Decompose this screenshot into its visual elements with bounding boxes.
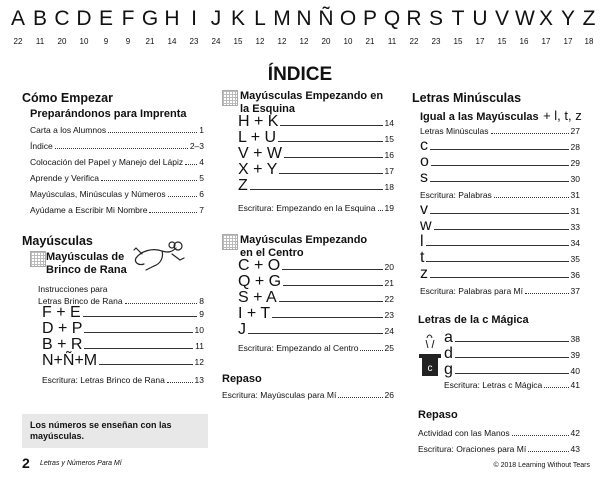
leader-line: [455, 346, 569, 358]
alphabet-col: [339, 8, 357, 47]
alphabet-col: [559, 8, 577, 47]
subsection-heading: Preparándonos para Imprenta: [30, 108, 187, 120]
alphabet-number: 15: [453, 37, 463, 46]
toc-entry-label: Índice: [30, 141, 53, 151]
toc-entry[interactable]: [238, 177, 394, 195]
leader-line: [279, 290, 383, 302]
leader-dots: [512, 427, 569, 436]
alphabet-number: 20: [57, 37, 67, 46]
toc-entry-page: 35: [570, 254, 580, 264]
alphabet-col: [427, 8, 445, 47]
subsection-heading: Brinco de Rana: [46, 264, 127, 276]
toc-entry-label: w: [420, 217, 432, 234]
alphabet-col: [405, 8, 423, 47]
alphabet-col: [9, 8, 27, 47]
alphabet-letter: C: [54, 7, 70, 30]
alphabet-number: 22: [13, 37, 23, 46]
subsection-heading: Mayúsculas de: [46, 251, 125, 263]
toc-entry[interactable]: [420, 125, 580, 137]
toc-entry-label: g: [444, 361, 453, 378]
leader-line: [455, 362, 569, 374]
toc-entry[interactable]: [238, 342, 394, 354]
toc-entry-label: D + P: [42, 320, 83, 337]
alphabet-number: 9: [103, 37, 109, 46]
grid-icon: [30, 251, 46, 267]
alphabet-number: 21: [145, 37, 155, 46]
leader-dots: [491, 125, 569, 134]
toc-entry-page: 11: [195, 341, 204, 351]
grid-icon: [222, 90, 238, 106]
toc-entry[interactable]: [30, 156, 204, 168]
toc-entry-label: Letras Brinco de Rana: [38, 296, 123, 306]
toc-entry-page: 9: [199, 309, 204, 319]
subsection-heading: Repaso: [222, 373, 262, 385]
leader-line: [84, 321, 192, 333]
toc-entry[interactable]: [30, 188, 204, 200]
alphabet-number: 23: [431, 37, 441, 46]
leader-dots: [525, 285, 569, 294]
toc-entry[interactable]: [420, 169, 580, 187]
toc-entry-label: Colocación del Papel y Manejo del Lápiz: [30, 157, 184, 167]
alphabet-number: 22: [409, 37, 419, 46]
subsection-heading: Igual a las Mayúsculas: [420, 111, 539, 123]
toc-entry-page: 37: [570, 286, 580, 296]
hat-letter: c: [427, 363, 433, 374]
alphabet-col: [119, 8, 137, 47]
alphabet-number: 14: [167, 37, 177, 46]
alphabet-col: [207, 8, 225, 47]
leader-line: [430, 138, 569, 150]
alphabet-letter: D: [76, 7, 92, 30]
toc-entry-label: Escritura: Palabras para Mí: [420, 286, 523, 296]
toc-entry[interactable]: [420, 265, 580, 283]
alphabet-letter: F: [121, 7, 135, 30]
toc-entry-label: o: [420, 153, 429, 170]
alphabet-letter: S: [428, 7, 443, 30]
leader-line: [278, 130, 382, 142]
alphabet-number: 18: [584, 37, 594, 46]
toc-entry[interactable]: [444, 379, 580, 391]
toc-entry-page: 33: [570, 222, 580, 232]
toc-entry-label: Actividad con las Manos: [418, 428, 510, 438]
alphabet-number: 12: [299, 37, 309, 46]
toc-entry-label: Q + G: [238, 273, 282, 290]
toc-entry-page: 20: [384, 262, 394, 272]
alphabet-col: [75, 8, 93, 47]
section-heading: Cómo Empezar: [22, 91, 113, 105]
toc-entry-page: 14: [384, 118, 394, 128]
toc-entry-page: 41: [570, 380, 580, 390]
alphabet-number: 10: [343, 37, 353, 46]
alphabet-col: [580, 8, 598, 47]
toc-entry-page: 27: [570, 126, 580, 136]
subsection-heading-line: [420, 107, 582, 125]
leader-line: [279, 162, 382, 174]
toc-entry-page: 18: [384, 182, 394, 192]
toc-entry[interactable]: [418, 443, 580, 455]
toc-entry-label: Letras Minúsculas: [420, 126, 489, 136]
toc-entry-page: 25: [384, 343, 394, 353]
toc-entry-page: 24: [384, 326, 394, 336]
leader-dots: [149, 204, 197, 213]
toc-entry-label: d: [444, 345, 453, 362]
alphabet-col: [97, 8, 115, 47]
alphabet-letter: Ñ: [318, 7, 334, 30]
copyright: © 2018 Learning Without Tears: [493, 462, 590, 469]
subsection-heading: la Esquina: [240, 103, 296, 115]
toc-entry-page: 29: [570, 158, 580, 168]
toc-entry-page: 28: [570, 142, 580, 152]
alphabet-number: 24: [211, 37, 221, 46]
alphabet-col: [229, 8, 247, 47]
leader-dots: [338, 389, 382, 398]
toc-entry-page: 13: [194, 375, 204, 385]
toc-entry-label: F + E: [42, 304, 81, 321]
leader-line: [250, 178, 383, 190]
toc-entry-label: S + A: [238, 289, 277, 306]
toc-entry-page: 7: [199, 205, 204, 215]
alphabet-col: [273, 8, 291, 47]
leader-line: [434, 218, 569, 230]
alphabet-letter: O: [339, 7, 357, 30]
toc-entry-label: s: [420, 169, 428, 186]
alphabet-letter: X: [538, 7, 553, 30]
alphabet-col: [537, 8, 555, 47]
leader-line: [283, 274, 382, 286]
alphabet-number: 17: [541, 37, 551, 46]
alphabet-letter: J: [210, 7, 222, 30]
toc-entry-page: 31: [570, 206, 580, 216]
toc-entry-label: Aprende y Verifica: [30, 173, 99, 183]
alphabet-letter: L: [254, 7, 266, 30]
alphabet-letter: V: [494, 7, 509, 30]
toc-entry-label: Escritura: Letras c Mágica: [444, 380, 543, 390]
alphabet-letter: M: [273, 7, 291, 30]
alphabet-col: [317, 8, 335, 47]
grid-icon: [222, 234, 238, 250]
alphabet-number: 12: [277, 37, 287, 46]
alphabet-letter: E: [98, 7, 113, 30]
toc-entry-page: 42: [570, 428, 580, 438]
alphabet-col: [515, 8, 533, 47]
alphabet-col: [383, 8, 401, 47]
alphabet-letter: N: [296, 7, 312, 30]
subsection-heading: en el Centro: [240, 247, 304, 259]
leader-line: [431, 154, 569, 166]
toc-entry-label: t: [420, 249, 425, 266]
alphabet-col: [493, 8, 511, 47]
toc-entry-label: Z: [238, 177, 248, 194]
leader-line: [430, 266, 569, 278]
leader-line: [280, 114, 382, 126]
alphabet-col: [31, 8, 49, 47]
leader-dots: [528, 443, 568, 452]
alphabet-letter: Y: [560, 7, 575, 30]
toc-entry-label: a: [444, 329, 453, 346]
alphabet-number: 15: [233, 37, 243, 46]
alphabet-letter: R: [406, 7, 422, 30]
toc-entry-page: 23: [384, 310, 394, 320]
alphabet-number: 9: [125, 37, 131, 46]
toc-entry[interactable]: [30, 124, 204, 136]
toc-entry-page: 43: [570, 444, 580, 454]
alphabet-strip: [0, 8, 600, 58]
toc-entry-label: I + T: [238, 305, 271, 322]
leader-dots: [108, 124, 197, 133]
subsection-heading: Repaso: [418, 409, 458, 421]
note-box: Los números se enseñan con las mayúsculas.: [22, 414, 208, 448]
alphabet-col: [471, 8, 489, 47]
toc-entry-page: 38: [570, 334, 580, 344]
toc-entry-label: Escritura: Empezando al Centro: [238, 343, 359, 353]
alphabet-letter: Z: [582, 7, 596, 30]
leader-dots: [55, 140, 188, 149]
toc-entry-page: 10: [194, 325, 204, 335]
toc-entry-page: 16: [384, 150, 394, 160]
toc-entry-page: 2–3: [189, 141, 204, 151]
alphabet-letter: Q: [383, 7, 401, 30]
toc-entry-label: Escritura: Oraciones para Mí: [418, 444, 527, 454]
leader-dots: [494, 189, 569, 198]
leader-line: [282, 258, 382, 270]
toc-entry-page: 1: [199, 125, 204, 135]
toc-entry-label: B + R: [42, 336, 83, 353]
alphabet-col: [361, 8, 379, 47]
toc-entry[interactable]: [222, 389, 394, 401]
leader-line: [83, 305, 198, 317]
leader-dots: [125, 295, 198, 304]
toc-entry-page: 34: [570, 238, 580, 248]
toc-entry-label: H + K: [238, 113, 279, 130]
leader-dots: [101, 172, 197, 181]
alphabet-col: [185, 8, 203, 47]
alphabet-letter: H: [164, 7, 180, 30]
toc-entry[interactable]: [420, 189, 580, 201]
alphabet-letter: I: [191, 7, 197, 30]
toc-entry-label: Mayúsculas, Minúsculas y Números: [30, 189, 166, 199]
toc-entry-label: N+Ñ+M: [42, 352, 98, 369]
alphabet-col: [295, 8, 313, 47]
leader-line: [455, 330, 569, 342]
leader-line: [426, 250, 568, 262]
toc-entry-page: 22: [384, 294, 394, 304]
toc-entry-label: Carta a los Alumnos: [30, 125, 107, 135]
toc-entry[interactable]: [30, 172, 204, 184]
toc-entry-page: 5: [199, 173, 204, 183]
leader-dots: [378, 202, 383, 211]
alphabet-col: [163, 8, 181, 47]
alphabet-number: 15: [497, 37, 507, 46]
toc-entry-label: l: [420, 233, 424, 250]
toc-entry-label: v: [420, 201, 428, 218]
alphabet-letter: P: [362, 7, 377, 30]
alphabet-number: 11: [387, 37, 397, 46]
subsection-heading: Letras de la c Mágica: [418, 314, 529, 326]
toc-entry[interactable]: [42, 352, 204, 370]
toc-entry-label: C + O: [238, 257, 281, 274]
toc-entry[interactable]: [30, 140, 204, 152]
section-heading: Letras Minúsculas: [412, 91, 522, 105]
toc-entry[interactable]: [418, 427, 580, 439]
toc-entry-page: 30: [570, 174, 580, 184]
leader-dots: [185, 156, 197, 165]
toc-entry-label: Escritura: Letras Brinco de Rana: [42, 375, 165, 385]
toc-entry[interactable]: [238, 202, 394, 214]
toc-entry-page: 19: [384, 203, 394, 213]
frog-icon: [132, 236, 186, 272]
alphabet-letter: W: [515, 7, 535, 30]
alphabet-col: [53, 8, 71, 47]
alphabet-number: 23: [189, 37, 199, 46]
leader-line: [284, 146, 383, 158]
leader-line: [99, 353, 192, 365]
toc-entry-label: Instrucciones para: [38, 284, 108, 294]
leader-line: [248, 322, 383, 334]
leader-dots: [167, 374, 193, 383]
alphabet-col: [141, 8, 159, 47]
book-title: Letras y Números Para Mí: [40, 460, 122, 467]
alphabet-number: 16: [519, 37, 529, 46]
section-heading: Mayúsculas: [22, 234, 93, 248]
leader-line: [430, 170, 569, 182]
leader-line: [426, 234, 569, 246]
toc-entry-label: z: [420, 265, 428, 282]
toc-entry[interactable]: [30, 204, 204, 216]
magic-hat-icon: [418, 334, 442, 380]
toc-entry-page: 21: [384, 278, 394, 288]
alphabet-letter: T: [451, 7, 465, 30]
toc-entry-label: X + Y: [238, 161, 278, 178]
leader-line: [430, 202, 569, 214]
toc-entry-page: 26: [384, 390, 394, 400]
leader-dots: [168, 188, 198, 197]
alphabet-number: 20: [321, 37, 331, 46]
alphabet-letter: G: [141, 7, 159, 30]
toc-entry-page: 31: [570, 190, 580, 200]
alphabet-number: 21: [365, 37, 375, 46]
leader-line: [272, 306, 382, 318]
subsection-heading: Mayúsculas Empezando: [240, 234, 368, 246]
toc-entry-label: J: [238, 321, 246, 338]
toc-entry-page: 39: [570, 350, 580, 360]
alphabet-letter: A: [10, 7, 25, 30]
toc-entry-label: Ayúdame a Escribir Mi Nombre: [30, 205, 148, 215]
leader-dots: [544, 379, 568, 388]
subsection-glyphs: + l, t, z: [543, 108, 582, 123]
toc-entry-page: 4: [199, 157, 204, 167]
alphabet-number: 17: [475, 37, 485, 46]
page-number: 2: [22, 455, 30, 471]
toc-entry[interactable]: [444, 361, 580, 379]
toc-entry-label: V + W: [238, 145, 283, 162]
page-title: ÍNDICE: [267, 64, 333, 85]
toc-entry-label: Escritura: Mayúsculas para Mí: [222, 390, 337, 400]
alphabet-number: 10: [79, 37, 89, 46]
toc-entry-page: 6: [199, 189, 204, 199]
toc-entry[interactable]: [42, 374, 204, 386]
toc-entry[interactable]: [238, 321, 394, 339]
alphabet-letter: B: [32, 7, 47, 30]
toc-entry-page: 17: [384, 166, 394, 176]
alphabet-number: 17: [563, 37, 573, 46]
alphabet-col: [449, 8, 467, 47]
toc-entry-page: 15: [384, 134, 394, 144]
toc-entry-page: 36: [570, 270, 580, 280]
toc-entry-page: 12: [194, 357, 204, 367]
alphabet-letter: U: [472, 7, 488, 30]
toc-entry-page: 8: [199, 296, 204, 306]
toc-entry-page: 40: [570, 366, 580, 376]
toc-entry-text: [38, 283, 204, 295]
alphabet-letter: K: [230, 7, 245, 30]
leader-dots: [360, 342, 382, 351]
subsection-heading: Mayúsculas Empezando en: [240, 90, 384, 102]
toc-entry-label: L + U: [238, 129, 277, 146]
toc-entry-label: Escritura: Palabras: [420, 190, 492, 200]
leader-line: [84, 337, 193, 349]
toc-entry-label: Escritura: Empezando en la Esquina: [238, 203, 376, 213]
toc-entry-label: c: [420, 137, 428, 154]
alphabet-number: 11: [35, 37, 45, 46]
alphabet-number: 12: [255, 37, 265, 46]
alphabet-col: [251, 8, 269, 47]
toc-entry[interactable]: [420, 285, 580, 297]
